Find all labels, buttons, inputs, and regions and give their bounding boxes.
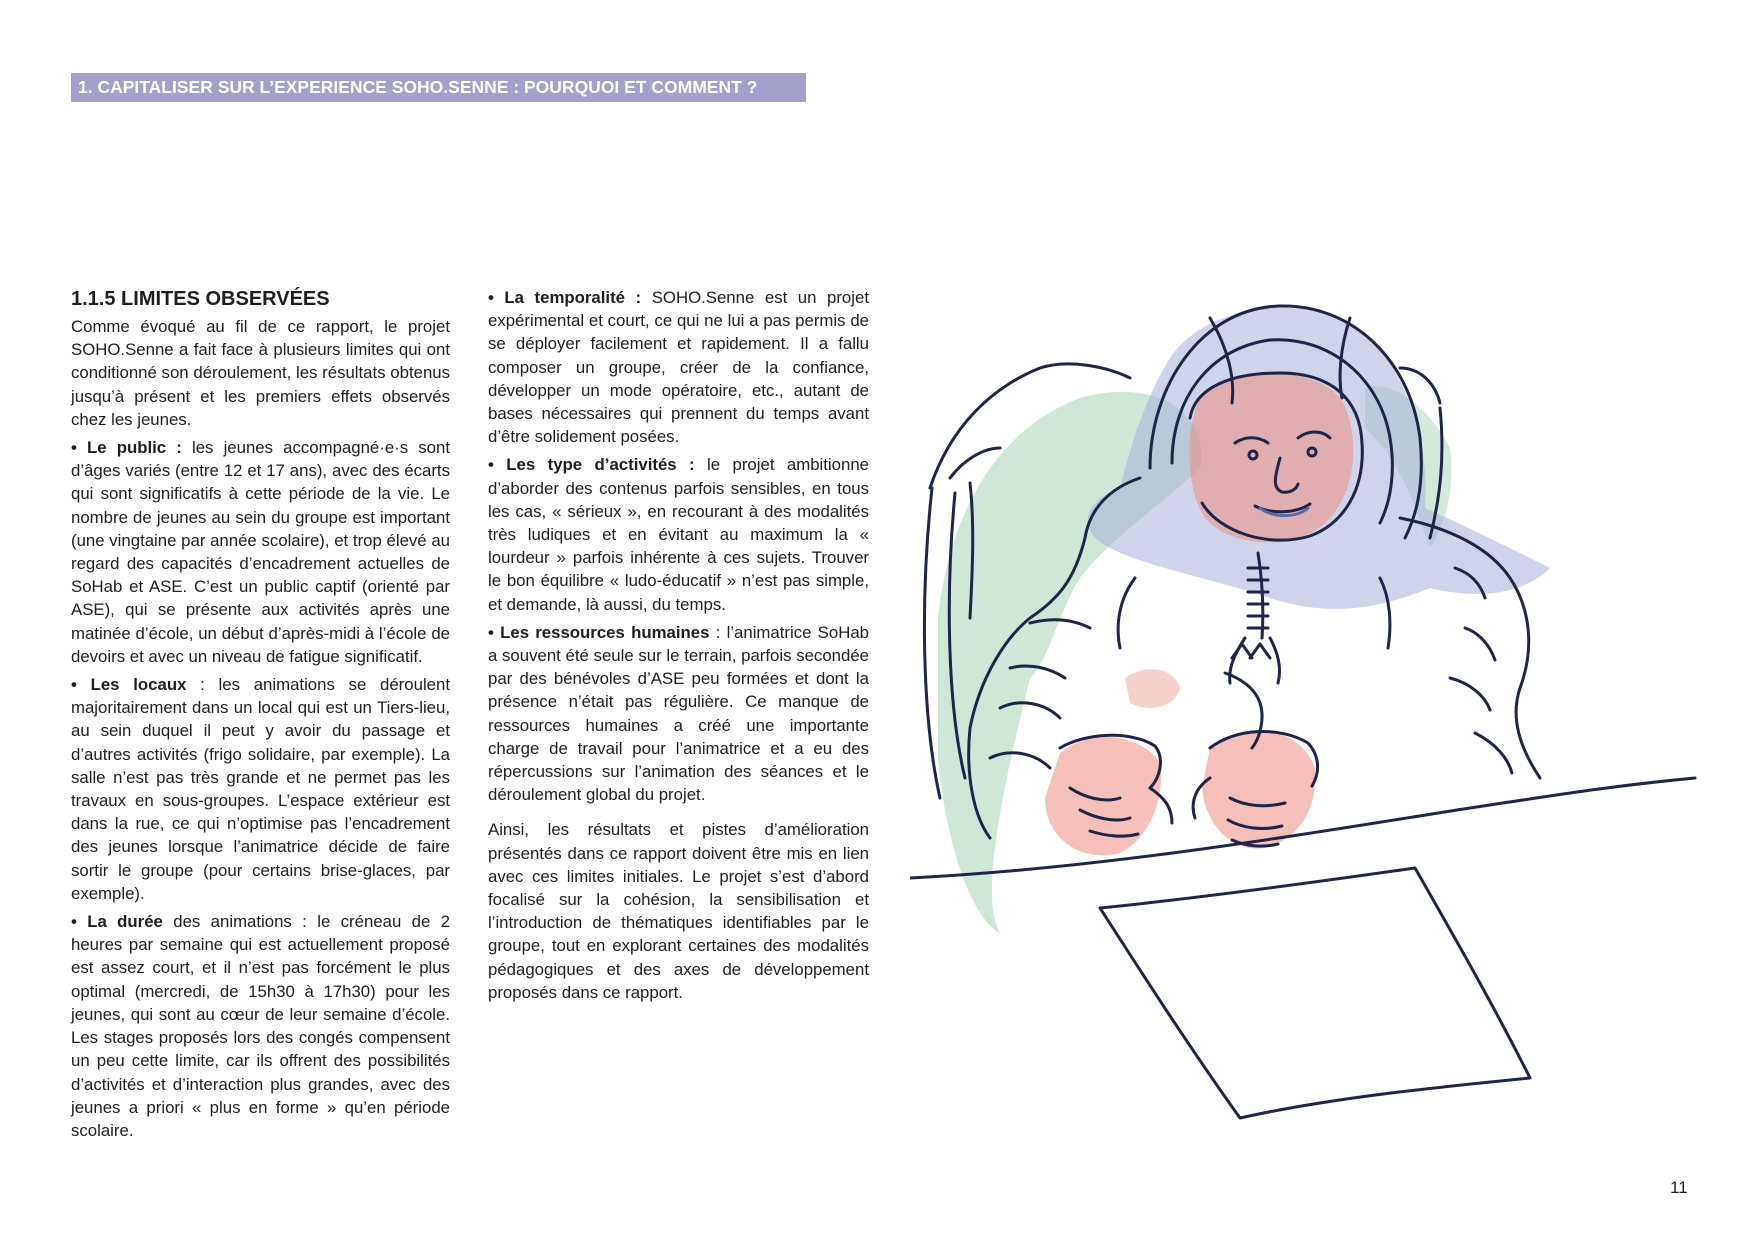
right-hand-wash (1202, 731, 1315, 849)
item-text: des animations : le créneau de 2 heures par semaine qui est actuellement proposé est assez court, et il n’est pas forcément le plus optimal (mercredi, de 15h30 à 17h30) pour les jeunes, qui sont au cœur de leur semaine d’école. Les stages proposés lors des congés compensent un peu cette limite, car ils offrent des possibilités d’activités et d’interaction plus grandes, avec des jeunes a priori « plus en forme » qu’en période scolaire. (71, 912, 451, 1140)
item-lead: • Les locaux (71, 675, 187, 695)
limit-item-activites (488, 453, 869, 615)
item-text: : les animations se déroulent majoritairement dans un local qui est un Tiers-lieu, au sein duquel il peut y avoir du passage et d’autres activités (frigo solidaire, par exemple). La salle n’est pas très grande et ne permet pas les travaux en sous-groupes. L’espace extérieur est dans la rue, ce qui n’optimise pas l’encadrement des jeunes lorsque l’animatrice décide de faire sortir le groupe (pour certains brise-glaces, par exemple). (71, 675, 450, 903)
limit-item-ressources (488, 621, 869, 807)
item-lead: • Le public : (71, 438, 182, 458)
limit-item-public (71, 436, 450, 668)
section-banner: 1. CAPITALISER SUR L’EXPERIENCE SOHO.SENNE : POURQUOI ET COMMENT ? (71, 73, 806, 102)
item-text: : l’animatrice SoHab a souvent été seule sur le terrain, parfois secondée par des bénévoles d’ASE peu formées et dont la présence n’était pas régulière. Ce manque de ressources humaines a créé une importante charge de travail pour l’animatrice et a eu des répercussions sur l’animation des séances et le déroulement global du projet. (488, 622, 869, 805)
limit-item-locaux (71, 673, 450, 905)
item-lead: • La temporalité : (488, 288, 642, 307)
limit-item-duree (71, 910, 450, 1142)
illustration-hooded-youth-at-table (910, 278, 1700, 1148)
item-text: le projet ambitionne d’aborder des contenus parfois sensibles, en tous les cas, « sérieux », en recourant à des modalités très ludiques et en évitant au maximum la « lourdeur » parfois inhérente à ces sujets. Trouver le bon équilibre « ludo-éducatif » n’est pas simple, et demande, là aussi, du temps. (488, 455, 869, 614)
left-hand-wash (1045, 737, 1161, 855)
drawstring-tip (1232, 644, 1270, 658)
conclusion-paragraph: Ainsi, les résultats et pistes d’amélioration présentés dans ce rapport doivent être mis en lien avec ces limites initiales. Le projet s’est d’abord focalisé sur la cohésion, la sensibilisation et l’introduction de thématiques identifiables par le groupe, tout en explorant certaines des modalités pédagogiques et des axes de développement proposés dans ce rapport. (488, 820, 869, 1002)
item-lead: • Les type d’activités : (488, 455, 695, 475)
page-number: 11 (1670, 1178, 1688, 1197)
item-lead: • La durée (71, 912, 163, 932)
chair-left-edge (924, 488, 940, 798)
text-column-middle (488, 286, 869, 1009)
paper-sheet (1100, 868, 1530, 1118)
zipper-pull (1230, 638, 1280, 683)
limit-item-temporalite (488, 286, 869, 448)
intro-paragraph: Comme évoqué au fil de ce rapport, le projet SOHO.Senne a fait face à plusieurs limites qui ont conditionné son déroulement, les résultats obtenus jusqu’à présent et les premiers effets observés chez les jeunes. (71, 317, 450, 429)
text-column-left (71, 286, 450, 1147)
jacket-fold (1475, 733, 1512, 773)
watercolor-wash (938, 308, 1550, 933)
jacket-fold (1465, 628, 1495, 660)
item-text: les jeunes accompagné·e·s sont d’âges variés (entre 12 et 17 ans), avec des écarts qui sont significatifs à cette période de la vie. Le nombre de jeunes au sein du groupe est important (une vingtaine par année scolaire), et trop élevé au regard des capacités d’encadrement actuelles de SoHab et ASE. C’est un public captif (orienté par ASE), qui se présente aux activités après une matinée d’école, un début d’après-midi à l’école de devoirs et avec un niveau de fatigue significatif. (71, 438, 450, 666)
watercolor-drawing (910, 278, 1700, 1148)
knuckle-wash (1125, 669, 1180, 708)
section-heading: 1.1.5 LIMITES OBSERVÉES (71, 288, 330, 310)
item-text: SOHO.Senne est un projet expérimental et court, ce qui ne lui a pas permis de se déployer facilement et rapidement. Il a fallu composer un groupe, créer de la confiance, développer un mode opératoire, etc., autant de bases nécessaires qui prennent du temps avant d’être solidement posées. (488, 288, 869, 447)
jacket-chest-fold (1118, 578, 1135, 648)
jacket-fold (1450, 678, 1490, 710)
item-lead: • Les ressources humaines (488, 622, 710, 642)
